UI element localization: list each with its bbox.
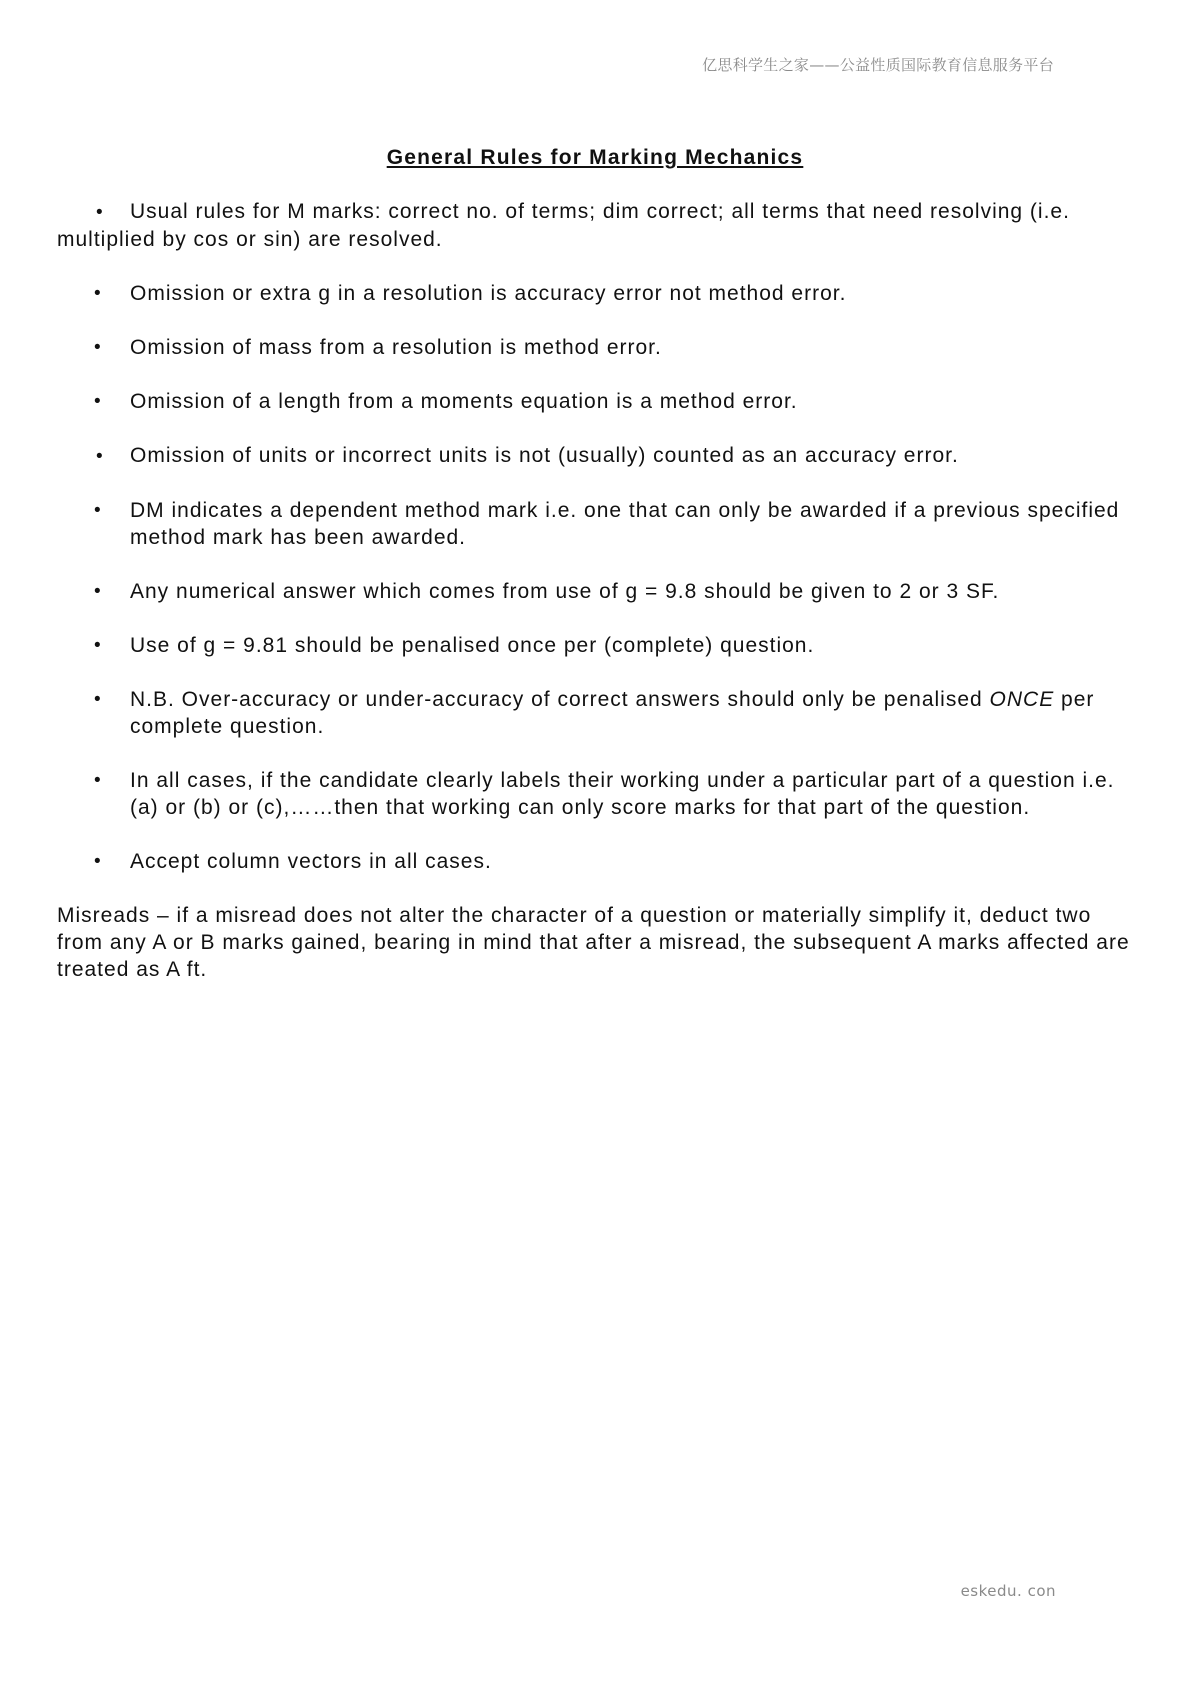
rule-item-m-marks <box>57 198 1137 253</box>
bullet-icon: • <box>94 635 102 656</box>
rule-text: Omission of units or incorrect units is not (usually) counted as an accuracy error. <box>130 444 959 467</box>
rule-item-dm <box>57 497 1137 551</box>
bullet-icon: • <box>96 446 104 467</box>
rule-item-accuracy <box>57 686 1137 740</box>
rule-text: In all cases, if the candidate clearly labels their working under a particular part of a question i.e. (a) or (b) or (c),……then that working can only score marks for that part of the question. <box>130 769 1115 819</box>
misreads-paragraph: Misreads – if a misread does not alter the character of a question or materially simplify it, deduct two from any A or B marks gained, bearing in mind that after a misread, the subsequent A marks affected are treated as A ft. <box>57 904 1130 981</box>
rule-text: Use of g = 9.81 should be penalised once per (complete) question. <box>130 634 815 657</box>
rule-item-length <box>57 388 1137 415</box>
rule-text: Omission of a length from a moments equation is a method error. <box>130 390 798 413</box>
bullet-icon: • <box>94 283 102 304</box>
rule-item-extra-g <box>57 280 1137 307</box>
rules-content <box>57 198 1137 983</box>
rule-item-mass <box>57 334 1137 361</box>
rule-text: Any numerical answer which comes from use of g = 9.8 should be given to 2 or 3 SF. <box>130 580 1000 603</box>
bullet-icon: • <box>94 500 102 521</box>
rule-text-after: per complete question. <box>130 688 1095 738</box>
rule-text: Accept column vectors in all cases. <box>130 850 492 873</box>
page-title: General Rules for Marking Mechanics <box>386 146 804 169</box>
bullet-icon: • <box>94 770 102 791</box>
bullet-icon: • <box>94 851 102 872</box>
rule-text: Usual rules for M marks: correct no. of terms; dim correct; all terms that need resolving (i.e. multiplied by cos or sin) are resolved. <box>57 200 1070 251</box>
header-source-note: 亿思科学生之家——公益性质国际教育信息服务平台 <box>702 56 1054 74</box>
rule-text: Omission or extra g in a resolution is accuracy error not method error. <box>130 282 847 305</box>
rule-item-labelled-working <box>57 767 1137 821</box>
rule-text-before: N.B. Over-accuracy or under-accuracy of correct answers should only be penalised <box>130 688 990 711</box>
bullet-icon: • <box>96 202 104 223</box>
rule-emphasis: ONCE <box>989 688 1055 711</box>
footer-site: eskedu. con <box>960 1582 1056 1600</box>
rule-item-column-vectors <box>57 848 1137 875</box>
bullet-icon: • <box>94 581 102 602</box>
rule-text: DM indicates a dependent method mark i.e. one that can only be awarded if a previous specified method mark has been awarded. <box>130 499 1120 549</box>
bullet-icon: • <box>94 391 102 412</box>
bullet-icon: • <box>94 689 102 710</box>
rule-item-units <box>57 442 1137 470</box>
rule-item-g-9-8 <box>57 578 1137 605</box>
bullet-icon: • <box>94 337 102 358</box>
rule-text: Omission of mass from a resolution is method error. <box>130 336 662 359</box>
rule-item-g-9-81 <box>57 632 1137 659</box>
